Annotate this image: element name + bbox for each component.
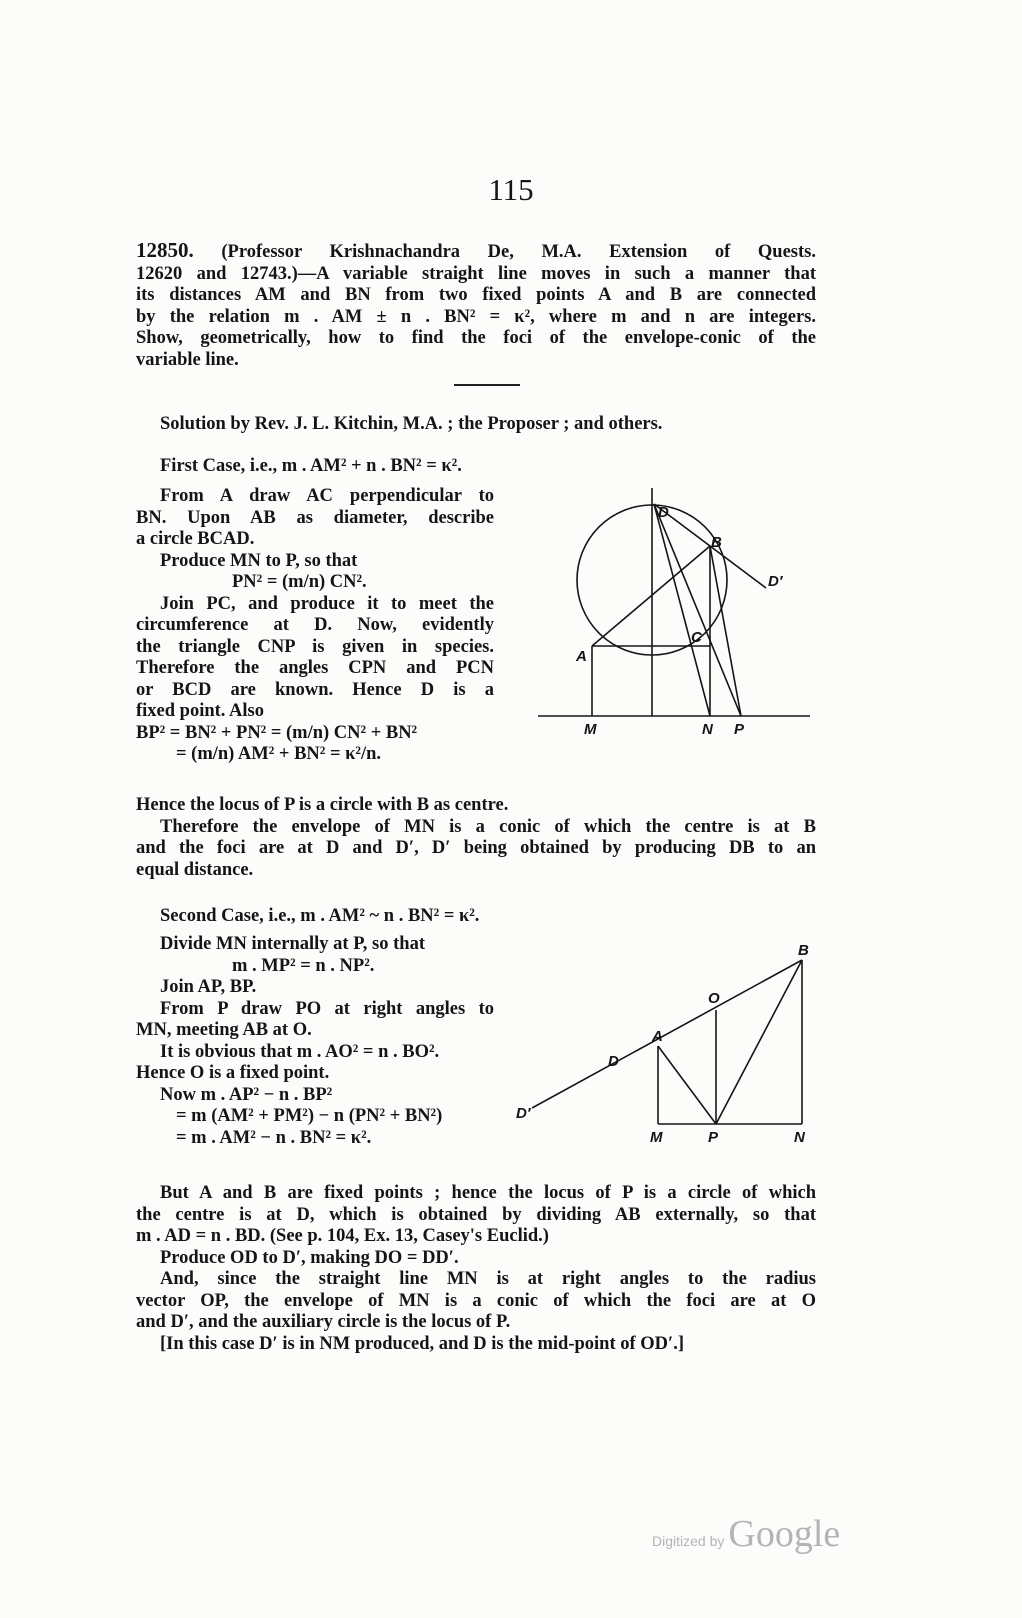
- text-line: = (m/n) AM² + BN² = κ²/n.: [176, 744, 381, 764]
- text-line: vector OP, the envelope of MN is a conic of which the foci are at O: [136, 1290, 816, 1311]
- text-line: Hence O is a fixed point.: [136, 1063, 330, 1083]
- text-line: BP² = BN² + PN² = (m/n) CN² + BN²: [136, 722, 418, 743]
- text-line: the centre is at D, which is obtained by dividing AB externally, so that: [136, 1204, 816, 1225]
- label-b: B: [798, 942, 809, 959]
- case2-figure: [532, 960, 802, 1124]
- text-line: and D′, and the auxiliary circle is the locus of P.: [136, 1312, 511, 1332]
- text-line: Therefore the angles CPN and PCN: [136, 658, 494, 678]
- text-line: Now m . AP² − n . BP²: [160, 1084, 333, 1105]
- text-line: From P draw PO at right angles to: [160, 998, 494, 1019]
- text-line: circumference at D. Now, evidently: [136, 615, 494, 635]
- text-line: Produce OD to D′, making DO = DD′.: [160, 1247, 459, 1268]
- text-line: m . AD = n . BD. (See p. 104, Ex. 13, Casey's Euclid.): [136, 1226, 549, 1246]
- watermark-small-text: Digitized by: [652, 1533, 725, 1549]
- question-line: 12620 and 12743.)—A variable straight line moves in such a manner that: [136, 263, 816, 284]
- text-line: = m . AM² − n . BN² = κ².: [176, 1127, 372, 1148]
- text-line: MN, meeting AB at O.: [136, 1020, 312, 1040]
- label-a: A: [652, 1028, 663, 1045]
- label-n: N: [702, 721, 713, 738]
- text-line: It is obvious that m . AO² = n . BO².: [160, 1041, 440, 1062]
- text-line: or BCD are known. Hence D is a: [136, 679, 494, 700]
- line-d-n: [654, 504, 710, 716]
- label-dprime: D′: [516, 1105, 531, 1122]
- text-line: a circle BCAD.: [136, 529, 255, 549]
- text-line: Produce MN to P, so that: [160, 550, 358, 571]
- label-a: A: [576, 648, 587, 665]
- text-line: Join PC, and produce it to meet the: [160, 593, 494, 614]
- text-line: m . MP² = n . NP².: [232, 955, 375, 976]
- text-line: But A and B are fixed points ; hence the locus of P is a circle of which: [160, 1183, 816, 1203]
- label-dprime: D′: [768, 573, 783, 590]
- question-line: by the relation m . AM ± n . BN² = κ², where m and n are integers.: [136, 306, 816, 327]
- case1-figure: [538, 488, 810, 716]
- case1-heading: First Case, i.e., m . AM² + n . BN² = κ².: [160, 456, 462, 476]
- label-p: P: [734, 721, 745, 738]
- question-line: 12850. (Professor Krishnachandra De, M.A. Extension of Quests.: [136, 238, 816, 262]
- text-line: [In this case D′ is in NM produced, and D is the mid-point of OD′.]: [160, 1333, 685, 1354]
- text-line: Hence the locus of P is a circle with B as centre.: [136, 795, 509, 815]
- text-line: fixed point. Also: [136, 701, 264, 721]
- google-watermark: [652, 1512, 840, 1556]
- label-m: M: [584, 721, 597, 738]
- label-m: M: [650, 1129, 663, 1146]
- line-a-p: [658, 1046, 716, 1124]
- label-d: D: [658, 504, 669, 521]
- text-line: BN. Upon AB as diameter, describe: [136, 507, 494, 528]
- page-number: 115: [488, 172, 534, 207]
- line-b-p: [716, 960, 802, 1124]
- google-logo: Google: [728, 1513, 841, 1555]
- text-line: and the foci are at D and D′, D′ being obtained by producing DB to an: [136, 838, 816, 858]
- text-line: Join AP, BP.: [160, 977, 257, 997]
- text-line: PN² = (m/n) CN².: [232, 572, 367, 592]
- question-line: its distances AM and BN from two fixed points A and B are connected: [136, 285, 816, 305]
- case2-figure-labels: [516, 942, 809, 1146]
- case2-heading: Second Case, i.e., m . AM² ~ n . BN² = κ².: [160, 906, 480, 926]
- solution-header: Solution by Rev. J. L. Kitchin, M.A. ; the Proposer ; and others.: [160, 414, 663, 434]
- question-number: 12850.: [136, 238, 194, 262]
- label-n: N: [794, 1129, 805, 1146]
- label-d: D: [608, 1053, 619, 1070]
- question-line: Show, geometrically, how to find the foci of the envelope-conic of the: [136, 328, 816, 348]
- text-line: From A draw AC perpendicular to: [160, 486, 494, 506]
- label-o: O: [708, 990, 720, 1007]
- text-line: Therefore the envelope of MN is a conic of which the centre is at B: [160, 816, 816, 837]
- label-b: B: [711, 534, 722, 551]
- case1-figure-labels: [575, 504, 784, 738]
- text-line: = m (AM² + PM²) − n (PN² + BN²): [176, 1106, 443, 1126]
- text-line: And, since the straight line MN is at right angles to the radius: [160, 1269, 816, 1289]
- label-c: C: [691, 629, 702, 646]
- question-line: variable line.: [136, 349, 239, 370]
- text-line: Divide MN internally at P, so that: [160, 934, 425, 954]
- text-line: the triangle CNP is given in species.: [136, 636, 494, 657]
- text-line: equal distance.: [136, 859, 254, 880]
- line-b-p: [710, 546, 741, 716]
- label-p: P: [708, 1129, 719, 1146]
- line-dprime-b: [532, 960, 802, 1108]
